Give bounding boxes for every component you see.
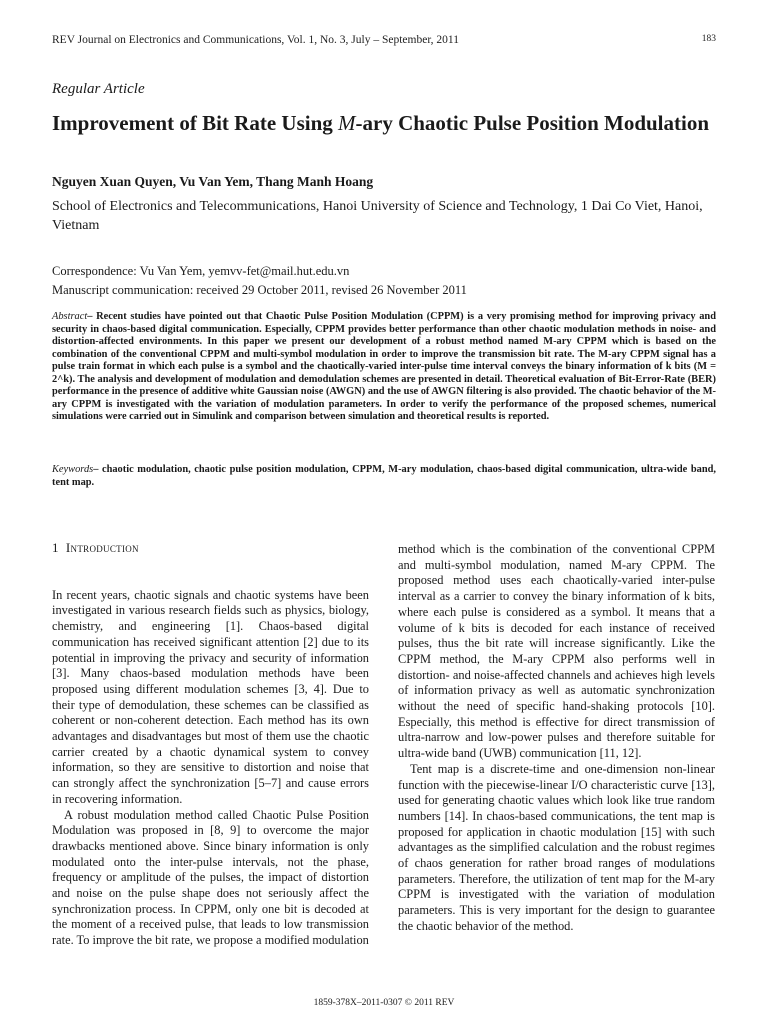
author-list: Nguyen Xuan Quyen, Vu Van Yem, Thang Manh Hoang: [52, 174, 374, 189]
article-type: Regular Article: [52, 81, 145, 97]
paragraph: method which is the combination of the conventional CPPM and multi-symbol modulation, named M-ary CPPM. The proposed method uses each chaotically-varied inter-pulse interval as a carrier to convey the binary information of k bits, where each pulse is considered as a symbol. It means that a volume of k bits is decoded for each instance of received pulses, thus the bit rate will increase significantly. Like the CPPM method, the M-ary CPPM also performs well in distortion- and noise-affected channels and achieves high levels of information privacy as well as automatic synchronization without the need of specific hand-shaking protocols [10]. Especially, this method is effective for direct transmission of ultra-narrow and low-power pulses and therefore suitable for ultra-wide band (UWB) communication [11, 12].: [398, 542, 715, 761]
abstract-text: – Recent studies have pointed out that Chaotic Pulse Position Modulation (CPPM) is a very promising method for improving privacy and security in chaos-based digital communication. Especially, CPPM provides better performance than other chaotic modulation methods in noise- and distortion-affected environments. In this paper we present our development of a robust method named M-ary CPPM which is based on the combination of the conventional CPPM and multi-symbol modulation in order to improve the transmission bit rate. The M-ary CPPM signal has a pulse train format in which each pulse is a symbol and the chaotically-varied inter-pulse time interval conveys the binary information of k bits (M = 2^k). The analysis and development of modulation and demodulation schemes are presented in detail. Theoretical evaluation of Bit-Error-Rate (BER) performance in the presence of additive white Gaussian noise (AWGN) and the use of AWGN filtering is also provided. The chaotic behavior of the M-ary CPPM is investigated with the variation of modulation parameters. In order to verify the performance of the proposed schemes, numerical simulations were carried out in Simulink and comparison between simulation and theoretical results is reported.: [52, 311, 716, 422]
keywords: [52, 463, 716, 489]
keywords-label: Keywords: [52, 464, 94, 475]
title-part-2: -ary Chaotic Pulse Position Modulation: [355, 111, 710, 135]
keywords-text: – chaotic modulation, chaotic pulse position modulation, CPPM, M-ary modulation, chaos-based digital communication, ultra-wide band, tent map.: [52, 464, 716, 488]
left-column: [52, 540, 369, 949]
page-footer: 1859-378X–2011-0307 © 2011 REV: [313, 998, 455, 1008]
section-heading: [52, 540, 369, 556]
journal-citation: REV Journal on Electronics and Communications, Vol. 1, No. 3, July – September, 2011: [52, 34, 460, 46]
paper-title: [52, 110, 720, 137]
right-column: [398, 542, 715, 935]
affiliation: School of Electronics and Telecommunications, Hanoi University of Science and Technology, 1 Dai Co Viet, Hanoi, Vietnam: [52, 199, 703, 233]
page-number: 183: [701, 34, 716, 44]
paragraph: A robust modulation method called Chaotic Pulse Position Modulation was proposed in [8, 9] to overcome the major drawbacks mentioned above. Since binary information is only modulated onto the inter-pulse intervals, not the phase, frequency or amplitude of the pulses, the impact of distortion and noise on the pulse shape does not seriously affect the synchronization process. In CPPM, only one bit is decoded at the moment of a received pulse, that leads to low transmission rate. To improve the bit rate, we propose a modified modulation: [52, 807, 369, 948]
correspondence: Correspondence: Vu Van Yem, yemvv-fet@mail.hut.edu.vn: [52, 264, 350, 278]
manuscript-dates: Manuscript communication: received 29 October 2011, revised 26 November 2011: [52, 283, 467, 297]
abstract: [52, 311, 716, 424]
section-number: 1: [52, 540, 59, 555]
running-head: [52, 34, 716, 46]
abstract-label: Abstract: [52, 311, 88, 322]
title-m-symbol: M: [338, 111, 356, 135]
paragraph: Tent map is a discrete-time and one-dimension non-linear function with the piecewise-linear I/O characteristic curve [13], used for generating chaotic values which look like true random numbers [14]. In chaos-based communications, the tent map is proposed for application in chaotic modulation [15] with such advantages as the simplified calculation and the robust regimes of chaos generation for rather broad ranges of modulations parameters. Therefore, the utilization of tent map for the M-ary CPPM is investigated with the variation of modulation parameters. This is very important for the design to guarantee the chaotic behavior of the method.: [398, 761, 715, 933]
section-title: Introduction: [65, 540, 139, 555]
title-part-1: Improvement of Bit Rate Using: [52, 111, 339, 135]
manuscript-meta: [52, 262, 716, 300]
paragraph: In recent years, chaotic signals and chaotic systems have been investigated in various research fields such as physics, biology, chemistry, and engineering [1]. Chaos-based digital communication has received significant attention [2] due to its potential in improving the privacy and security of information [3]. Many chaos-based modulation methods have been proposed using different modulation schemes [3, 4]. Due to their type of demodulation, these schemes can be classified as coherent or non-coherent detection. Each method has its own advantages and disadvantages but most of them use the chaotic carrier created by a chaotic dynamical system to convey information, so they are sensitive to distortion and noise that can strongly affect the synchronization [5–7] and cause errors in recovering information.: [52, 587, 369, 806]
